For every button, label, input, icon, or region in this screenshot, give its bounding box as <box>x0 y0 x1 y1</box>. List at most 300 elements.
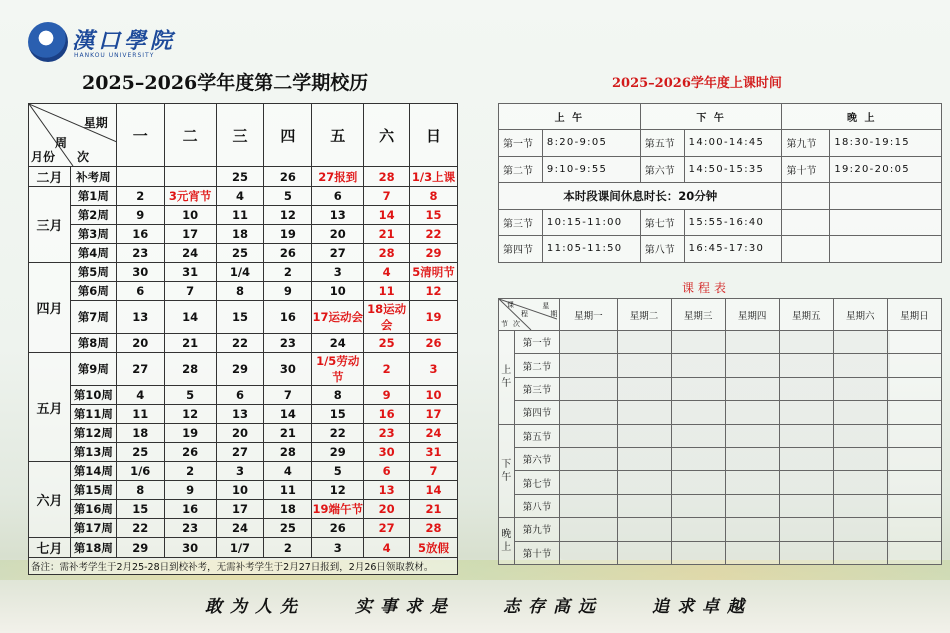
calendar-note-row <box>29 558 458 575</box>
course-row <box>499 471 942 494</box>
date-cell: 14 <box>410 481 458 500</box>
date-cell: 17 <box>164 225 216 244</box>
course-slot <box>617 471 671 494</box>
course-row <box>499 331 942 354</box>
course-slot <box>779 354 833 377</box>
course-slot <box>887 518 941 541</box>
date-cell: 12 <box>312 481 364 500</box>
date-cell: 31 <box>410 443 458 462</box>
motto-1: 敢为人先 <box>205 597 305 617</box>
time-header-cell: 下 午 <box>640 104 782 130</box>
date-cell: 6 <box>364 462 410 481</box>
date-cell: 9 <box>116 206 164 225</box>
motto-4: 追求卓越 <box>652 597 752 617</box>
course-period-label: 第七节 <box>514 471 560 494</box>
course-day-header: 星期一 <box>560 299 617 331</box>
date-cell: 26 <box>164 443 216 462</box>
course-table <box>498 298 942 565</box>
date-cell: 3 <box>312 263 364 282</box>
course-slot <box>887 401 941 424</box>
date-cell: 8 <box>312 386 364 405</box>
date-cell: 9 <box>264 282 312 301</box>
course-slot <box>833 331 887 354</box>
week-cell: 第18周 <box>70 538 116 558</box>
week-cell: 第10周 <box>70 386 116 405</box>
period-label: 第七节 <box>640 209 684 236</box>
period-label: 第四节 <box>499 236 543 263</box>
time-range: 16:45-17:30 <box>684 236 782 263</box>
date-cell: 29 <box>410 244 458 263</box>
date-cell: 12 <box>164 405 216 424</box>
date-cell: 13 <box>116 301 164 334</box>
date-cell: 1/4 <box>216 263 264 282</box>
date-cell: 12 <box>410 282 458 301</box>
date-cell: 7 <box>264 386 312 405</box>
time-range: 9:10-9:55 <box>542 156 640 183</box>
calendar-row <box>29 301 458 334</box>
calendar-row <box>29 334 458 353</box>
calendar-row <box>29 481 458 500</box>
course-corner-label: 程 <box>521 310 528 318</box>
course-slot <box>617 331 671 354</box>
date-cell: 19 <box>164 424 216 443</box>
date-cell: 12 <box>264 206 312 225</box>
corner-weekday-label: 星期 <box>83 116 108 130</box>
empty-cell <box>830 236 942 263</box>
logo-emblem-icon <box>28 22 68 62</box>
course-slot <box>779 541 833 564</box>
time-header-cell: 晚 上 <box>782 104 942 130</box>
course-slot <box>725 354 779 377</box>
calendar-row <box>29 353 458 386</box>
course-row <box>499 377 942 400</box>
date-cell: 30 <box>164 538 216 558</box>
date-cell: 18 <box>264 500 312 519</box>
course-slot <box>617 541 671 564</box>
course-slot <box>617 354 671 377</box>
calendar-row <box>29 187 458 206</box>
course-slot <box>725 401 779 424</box>
course-slot <box>671 541 725 564</box>
course-corner-label: 次 <box>513 320 520 328</box>
course-table-title: 课程表 <box>682 281 731 295</box>
course-slot <box>779 494 833 517</box>
date-cell: 25 <box>216 167 264 187</box>
date-cell: 10 <box>164 206 216 225</box>
date-cell: 28 <box>364 167 410 187</box>
date-cell: 5 <box>164 386 216 405</box>
course-period-label: 第一节 <box>514 331 560 354</box>
course-slot <box>887 331 941 354</box>
date-cell: 15 <box>312 405 364 424</box>
week-cell: 第14周 <box>70 462 116 481</box>
date-cell: 4 <box>364 538 410 558</box>
break-row <box>499 183 942 210</box>
logo-name: 漢口學院 <box>72 28 177 54</box>
weekday-header: 六 <box>364 104 410 167</box>
course-corner-label: 星 <box>542 302 550 310</box>
month-cell: 三月 <box>29 187 71 263</box>
date-cell: 26 <box>264 244 312 263</box>
course-slot <box>617 401 671 424</box>
week-cell: 第8周 <box>70 334 116 353</box>
calendar-row <box>29 263 458 282</box>
course-slot <box>887 447 941 470</box>
course-slot <box>560 377 617 400</box>
week-cell: 第11周 <box>70 405 116 424</box>
date-cell: 19 <box>410 301 458 334</box>
date-cell: 21 <box>364 225 410 244</box>
course-slot <box>725 541 779 564</box>
date-cell: 27 <box>312 244 364 263</box>
calendar-row <box>29 225 458 244</box>
calendar-row <box>29 405 458 424</box>
date-cell: 1/5劳动节 <box>312 353 364 386</box>
date-cell: 4 <box>116 386 164 405</box>
calendar-row <box>29 443 458 462</box>
course-day-header: 星期二 <box>617 299 671 331</box>
course-slot <box>671 331 725 354</box>
period-label: 第一节 <box>499 130 543 157</box>
month-cell: 七月 <box>29 538 71 558</box>
time-row <box>499 209 942 236</box>
course-slot <box>833 424 887 447</box>
date-cell: 29 <box>116 538 164 558</box>
time-row <box>499 236 942 263</box>
course-slot <box>617 424 671 447</box>
course-slot <box>560 354 617 377</box>
course-period-label: 第二节 <box>514 354 560 377</box>
date-cell: 27报到 <box>312 167 364 187</box>
date-cell: 26 <box>410 334 458 353</box>
date-cell: 16 <box>364 405 410 424</box>
course-corner-cell <box>499 299 560 331</box>
empty-cell <box>830 183 942 210</box>
date-cell: 16 <box>116 225 164 244</box>
date-cell: 5放假 <box>410 538 458 558</box>
course-period-label: 第九节 <box>514 518 560 541</box>
date-cell: 19 <box>264 225 312 244</box>
date-cell: 13 <box>216 405 264 424</box>
calendar-row <box>29 538 458 558</box>
logo-subtitle: HANKOU UNIVERSITY <box>74 52 155 59</box>
course-slot <box>617 494 671 517</box>
time-header-cell: 上 午 <box>499 104 641 130</box>
course-period-label: 第三节 <box>514 377 560 400</box>
date-cell: 6 <box>312 187 364 206</box>
course-slot <box>887 354 941 377</box>
course-period-label: 第五节 <box>514 424 560 447</box>
course-slot <box>887 424 941 447</box>
date-cell: 21 <box>164 334 216 353</box>
course-slot <box>833 494 887 517</box>
course-period-label: 第六节 <box>514 447 560 470</box>
month-cell: 五月 <box>29 353 71 462</box>
class-time-table <box>498 103 942 263</box>
week-cell: 第2周 <box>70 206 116 225</box>
week-cell: 第7周 <box>70 301 116 334</box>
motto-2: 实事求是 <box>355 597 455 617</box>
date-cell: 25 <box>116 443 164 462</box>
course-row <box>499 494 942 517</box>
date-cell: 30 <box>116 263 164 282</box>
course-slot <box>725 494 779 517</box>
period-label: 第九节 <box>782 130 830 157</box>
course-slot <box>725 447 779 470</box>
date-cell: 25 <box>216 244 264 263</box>
course-slot <box>617 518 671 541</box>
time-range: 18:30-19:15 <box>830 130 942 157</box>
date-cell: 20 <box>364 500 410 519</box>
course-day-header: 星期三 <box>671 299 725 331</box>
period-label: 第五节 <box>640 130 684 157</box>
course-slot <box>560 331 617 354</box>
course-slot <box>833 471 887 494</box>
date-cell: 4 <box>216 187 264 206</box>
course-slot <box>833 447 887 470</box>
date-cell: 14 <box>364 206 410 225</box>
date-cell: 8 <box>116 481 164 500</box>
course-period-label: 第十节 <box>514 541 560 564</box>
date-cell: 9 <box>364 386 410 405</box>
date-cell: 7 <box>364 187 410 206</box>
time-row <box>499 130 942 157</box>
date-cell: 29 <box>216 353 264 386</box>
course-slot <box>671 447 725 470</box>
course-row <box>499 354 942 377</box>
week-cell: 第6周 <box>70 282 116 301</box>
course-slot <box>833 401 887 424</box>
date-cell: 1/3上课 <box>410 167 458 187</box>
month-cell: 二月 <box>29 167 71 187</box>
calendar-header-row <box>29 104 458 167</box>
date-cell: 20 <box>312 225 364 244</box>
calendar-row <box>29 167 458 187</box>
date-cell: 28 <box>264 443 312 462</box>
date-cell: 3元宵节 <box>164 187 216 206</box>
course-slot <box>560 471 617 494</box>
date-cell <box>164 167 216 187</box>
course-period-label: 第四节 <box>514 401 560 424</box>
date-cell: 19端午节 <box>312 500 364 519</box>
course-slot <box>779 471 833 494</box>
date-cell: 23 <box>264 334 312 353</box>
time-range: 8:20-9:05 <box>542 130 640 157</box>
school-calendar-table <box>28 103 458 575</box>
course-day-header: 星期四 <box>725 299 779 331</box>
course-slot <box>725 518 779 541</box>
course-period-group: 下午 <box>499 424 515 518</box>
week-cell: 第16周 <box>70 500 116 519</box>
month-cell: 四月 <box>29 263 71 353</box>
weekday-header: 三 <box>216 104 264 167</box>
date-cell: 3 <box>312 538 364 558</box>
date-cell: 11 <box>264 481 312 500</box>
date-cell: 20 <box>116 334 164 353</box>
course-slot <box>560 424 617 447</box>
course-slot <box>560 541 617 564</box>
calendar-row <box>29 519 458 538</box>
empty-cell <box>782 183 830 210</box>
calendar-row <box>29 386 458 405</box>
date-cell: 13 <box>312 206 364 225</box>
course-period-group: 上午 <box>499 331 515 425</box>
empty-cell <box>782 236 830 263</box>
course-slot <box>560 518 617 541</box>
date-cell: 30 <box>264 353 312 386</box>
date-cell: 10 <box>410 386 458 405</box>
calendar-row <box>29 424 458 443</box>
date-cell: 22 <box>216 334 264 353</box>
course-slot <box>617 447 671 470</box>
week-cell: 第1周 <box>70 187 116 206</box>
course-slot <box>833 541 887 564</box>
date-cell: 2 <box>264 263 312 282</box>
date-cell: 25 <box>364 334 410 353</box>
course-header-row <box>499 299 942 331</box>
date-cell: 2 <box>264 538 312 558</box>
period-label: 第六节 <box>640 156 684 183</box>
course-slot <box>560 447 617 470</box>
week-cell: 第3周 <box>70 225 116 244</box>
date-cell: 27 <box>216 443 264 462</box>
course-slot <box>725 377 779 400</box>
week-cell: 第15周 <box>70 481 116 500</box>
corner-month-label: 月份 <box>31 150 56 164</box>
date-cell: 8 <box>216 282 264 301</box>
period-label: 第十节 <box>782 156 830 183</box>
date-cell: 11 <box>216 206 264 225</box>
date-cell: 24 <box>312 334 364 353</box>
date-cell: 6 <box>116 282 164 301</box>
date-cell: 4 <box>264 462 312 481</box>
course-slot <box>833 518 887 541</box>
calendar-row <box>29 244 458 263</box>
course-slot <box>887 541 941 564</box>
calendar-corner-cell <box>29 104 117 167</box>
date-cell: 2 <box>364 353 410 386</box>
date-cell: 25 <box>264 519 312 538</box>
course-corner-label: 期 <box>550 310 558 318</box>
date-cell: 6 <box>216 386 264 405</box>
date-cell: 17 <box>216 500 264 519</box>
date-cell: 4 <box>364 263 410 282</box>
date-cell: 20 <box>216 424 264 443</box>
date-cell: 23 <box>364 424 410 443</box>
month-cell: 六月 <box>29 462 71 538</box>
schedule-title: 2025–2026学年度上课时间 <box>612 76 782 91</box>
calendar-note: 备注：需补考学生于2月25-28日到校补考，无需补考学生于2月27日报到，2月26日领取教材。 <box>29 558 458 575</box>
date-cell: 16 <box>264 301 312 334</box>
course-row <box>499 401 942 424</box>
week-cell: 第12周 <box>70 424 116 443</box>
motto-3: 志存高远 <box>503 597 603 617</box>
date-cell: 18 <box>116 424 164 443</box>
time-range: 10:15-11:00 <box>542 209 640 236</box>
date-cell: 5 <box>264 187 312 206</box>
time-row <box>499 156 942 183</box>
date-cell: 10 <box>312 282 364 301</box>
course-slot <box>887 471 941 494</box>
date-cell: 13 <box>364 481 410 500</box>
course-corner-label: 节 <box>501 320 508 328</box>
date-cell: 18 <box>216 225 264 244</box>
week-cell: 第5周 <box>70 263 116 282</box>
course-slot <box>779 377 833 400</box>
date-cell: 3 <box>216 462 264 481</box>
date-cell: 26 <box>264 167 312 187</box>
date-cell: 11 <box>364 282 410 301</box>
date-cell: 1/6 <box>116 462 164 481</box>
course-row <box>499 424 942 447</box>
weekday-header: 五 <box>312 104 364 167</box>
date-cell: 23 <box>164 519 216 538</box>
course-slot <box>725 471 779 494</box>
course-slot <box>779 447 833 470</box>
weekday-header: 一 <box>116 104 164 167</box>
course-slot <box>779 401 833 424</box>
calendar-row <box>29 462 458 481</box>
week-cell: 补考周 <box>70 167 116 187</box>
corner-week-label: 周 <box>55 136 68 150</box>
time-range: 14:00-14:45 <box>684 130 782 157</box>
course-slot <box>671 518 725 541</box>
date-cell: 5 <box>312 462 364 481</box>
time-range: 11:05-11:50 <box>542 236 640 263</box>
course-slot <box>560 494 617 517</box>
weekday-header: 日 <box>410 104 458 167</box>
course-slot <box>887 377 941 400</box>
week-cell: 第13周 <box>70 443 116 462</box>
date-cell: 31 <box>164 263 216 282</box>
date-cell: 29 <box>312 443 364 462</box>
corner-week-label-2: 次 <box>77 150 90 164</box>
date-cell: 2 <box>164 462 216 481</box>
date-cell: 11 <box>116 405 164 424</box>
date-cell: 17运动会 <box>312 301 364 334</box>
course-period-label: 第八节 <box>514 494 560 517</box>
week-cell: 第9周 <box>70 353 116 386</box>
calendar-row <box>29 206 458 225</box>
calendar-row <box>29 500 458 519</box>
time-range: 19:20-20:05 <box>830 156 942 183</box>
course-corner-label: 课 <box>507 301 514 309</box>
course-slot <box>887 494 941 517</box>
date-cell: 3 <box>410 353 458 386</box>
date-cell: 18运动会 <box>364 301 410 334</box>
course-day-header: 星期六 <box>833 299 887 331</box>
course-slot <box>617 377 671 400</box>
course-slot <box>779 331 833 354</box>
week-cell: 第17周 <box>70 519 116 538</box>
course-slot <box>671 471 725 494</box>
date-cell: 7 <box>410 462 458 481</box>
date-cell: 7 <box>164 282 216 301</box>
date-cell: 24 <box>216 519 264 538</box>
calendar-title: 2025–2026学年度第二学期校历 <box>82 72 369 94</box>
date-cell <box>116 167 164 187</box>
course-slot <box>725 424 779 447</box>
date-cell: 22 <box>410 225 458 244</box>
time-range: 15:55-16:40 <box>684 209 782 236</box>
course-slot <box>671 401 725 424</box>
date-cell: 8 <box>410 187 458 206</box>
course-day-header: 星期日 <box>887 299 941 331</box>
period-label: 第二节 <box>499 156 543 183</box>
date-cell: 15 <box>116 500 164 519</box>
date-cell: 16 <box>164 500 216 519</box>
date-cell: 24 <box>164 244 216 263</box>
